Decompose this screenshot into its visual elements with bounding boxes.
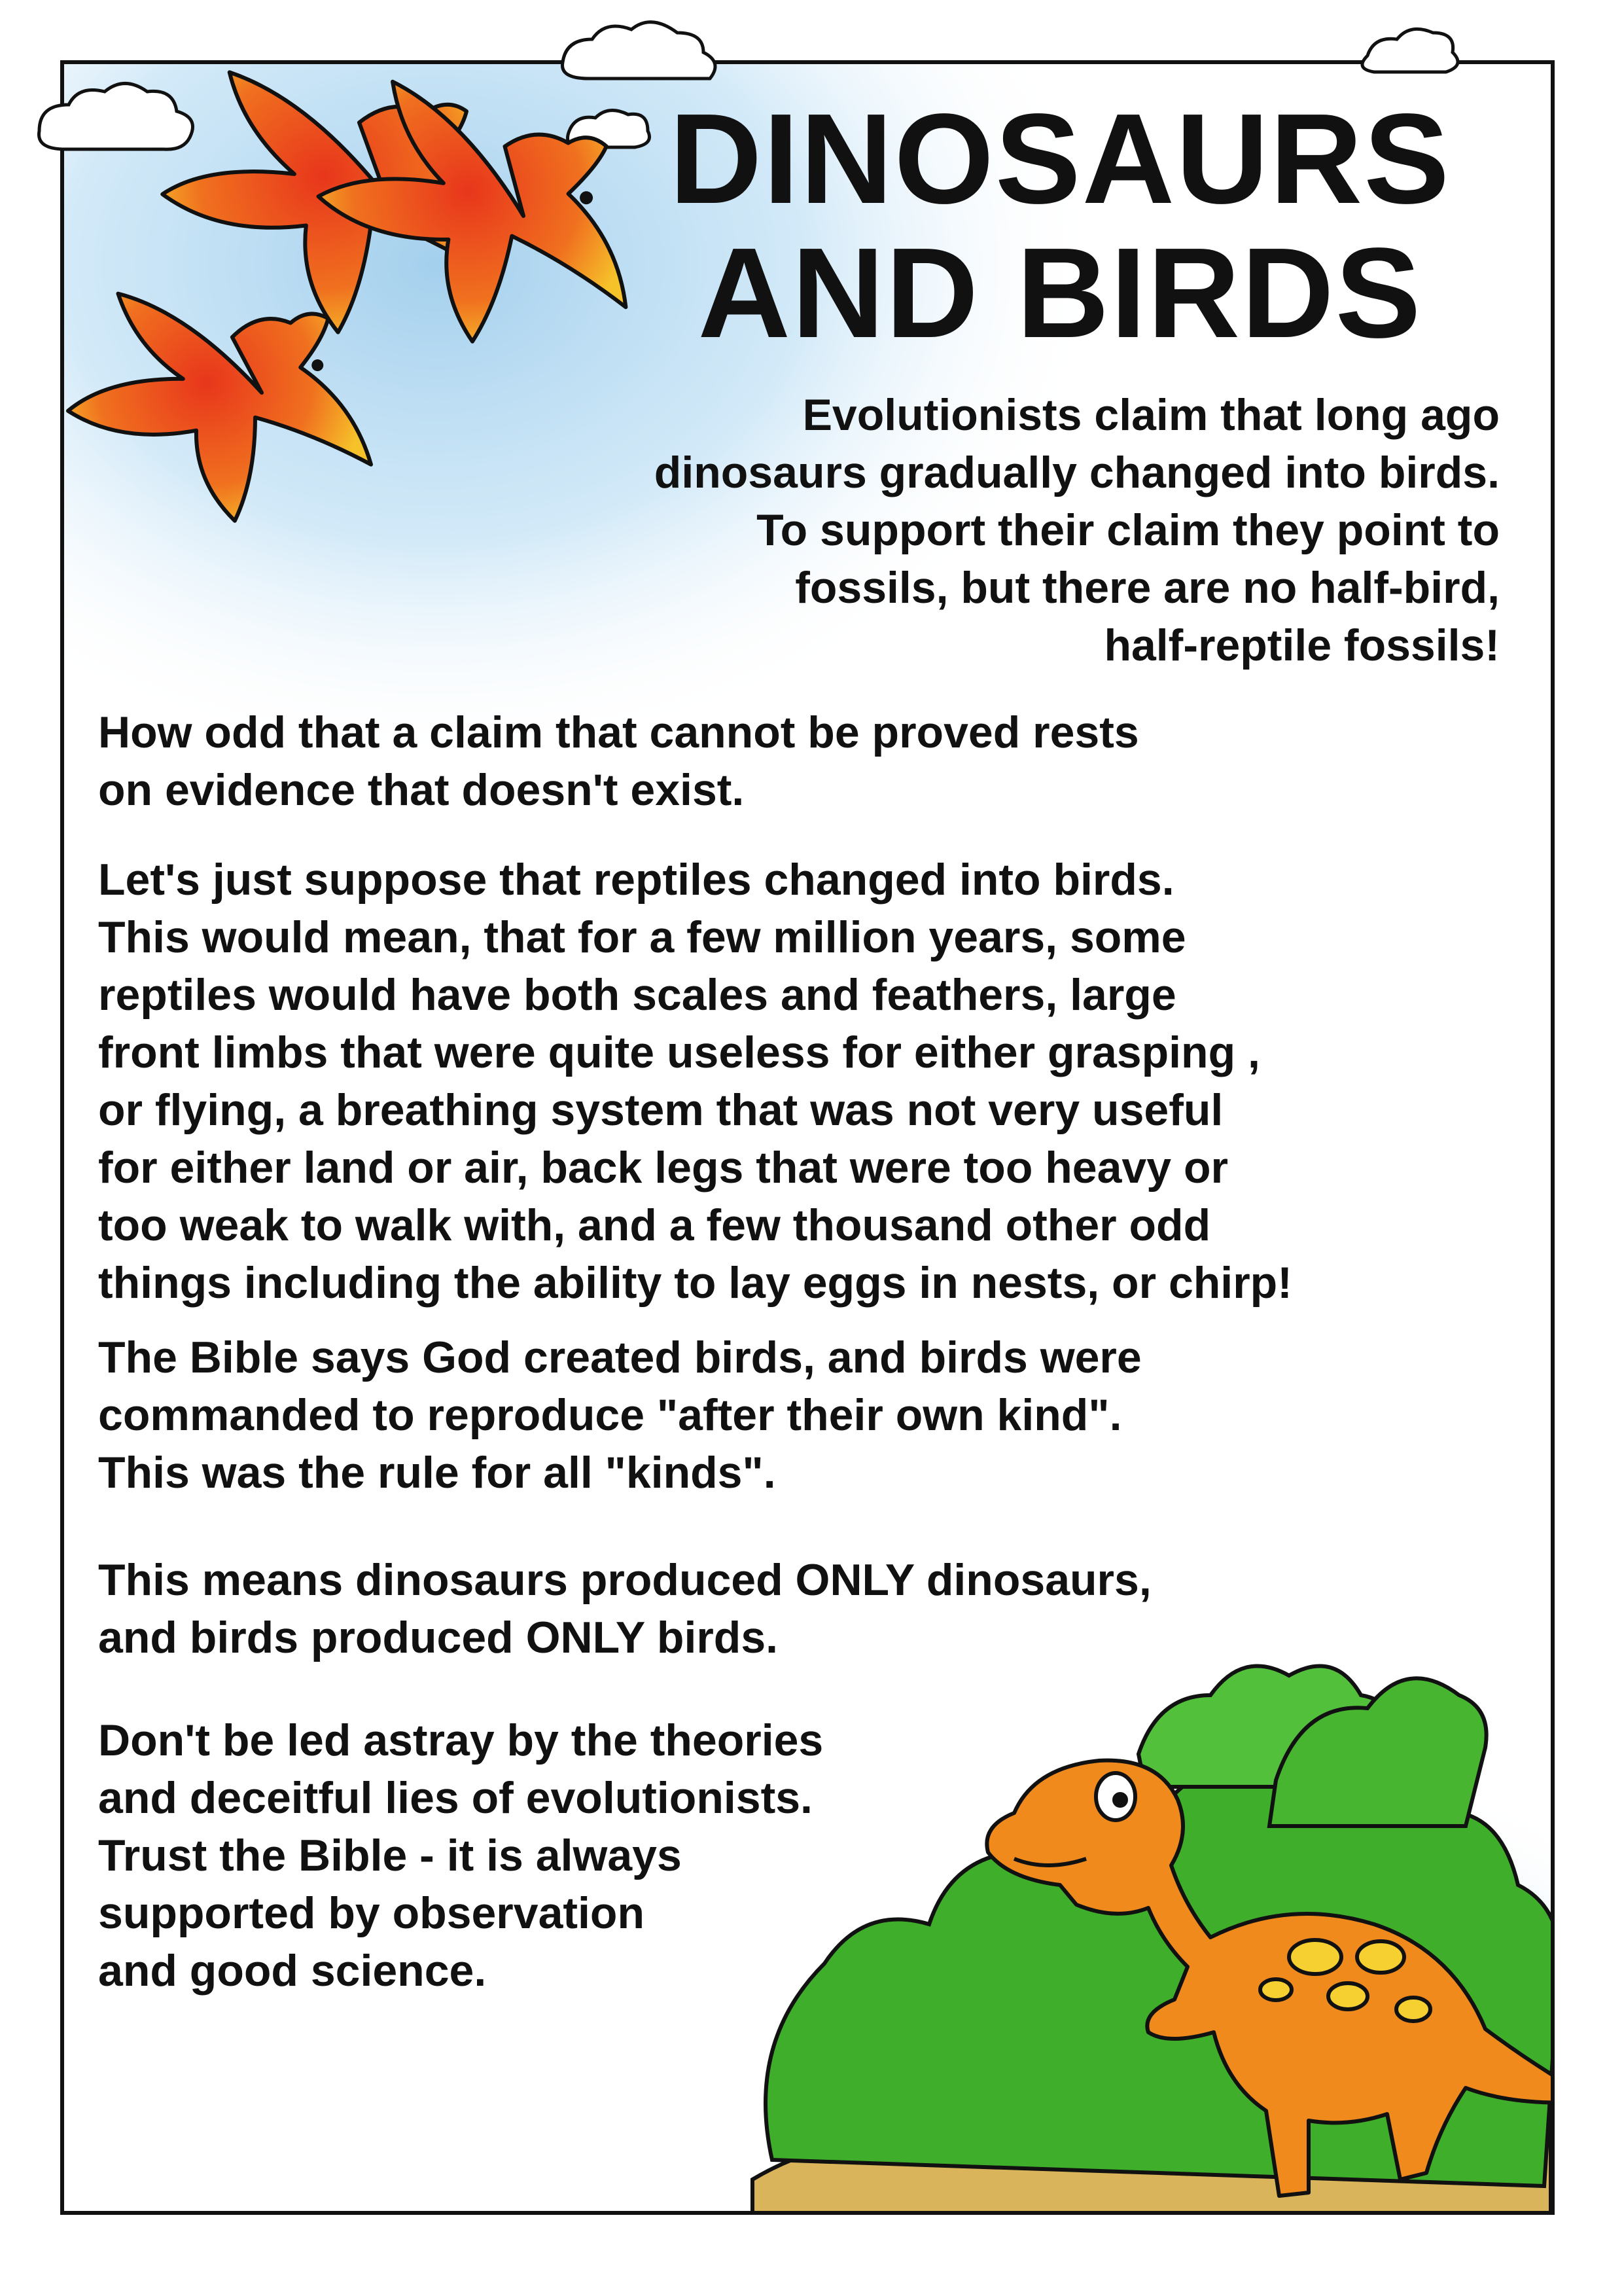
paragraph-line: How odd that a claim that cannot be proved rests: [98, 708, 1139, 757]
paragraph-odd-claim: [98, 704, 1139, 819]
paragraph-line: too weak to walk with, and a few thousand other odd: [98, 1200, 1211, 1250]
page-title: [641, 87, 1479, 365]
paragraph-line: This would mean, that for a few million years, some: [98, 912, 1186, 962]
paragraph-line: This means dinosaurs produced ONLY dinosaurs,: [98, 1555, 1152, 1605]
paragraph-line: Let's just suppose that reptiles changed into birds.: [98, 855, 1174, 905]
title-line-2: AND BIRDS: [697, 221, 1422, 365]
intro-line: fossils, but there are no half-bird,: [795, 563, 1500, 613]
paragraph-line: Don't be led astray by the theories: [98, 1715, 824, 1765]
paragraph-line: This was the rule for all "kinds".: [98, 1448, 776, 1498]
paragraph-line: on evidence that doesn't exist.: [98, 765, 745, 815]
paragraph-line: things including the ability to lay eggs in nests, or chirp!: [98, 1258, 1292, 1308]
paragraph-kinds: [98, 1551, 1152, 1666]
paragraph-line: reptiles would have both scales and feathers, large: [98, 970, 1176, 1020]
paragraph-line: or flying, a breathing system that was not very useful: [98, 1085, 1224, 1135]
paragraph-suppose: [98, 851, 1292, 1312]
dinosaur-scene: [752, 1666, 1597, 2219]
paragraph-trust: [98, 1712, 823, 2000]
intro-line: Evolutionists claim that long ago: [802, 390, 1500, 440]
paragraph-bible: [98, 1329, 1142, 1501]
title-line-1: DINOSAURS: [669, 87, 1451, 230]
paragraph-line: and birds produced ONLY birds.: [98, 1613, 779, 1662]
paragraph-line: commanded to reproduce "after their own kind".: [98, 1390, 1122, 1440]
paragraph-line: and good science.: [98, 1946, 487, 1996]
intro-line: half-reptile fossils!: [1104, 620, 1500, 670]
paragraph-line: supported by observation: [98, 1888, 644, 1938]
paragraph-line: The Bible says God created birds, and birds were: [98, 1333, 1142, 1382]
intro-line: To support their claim they point to: [756, 505, 1500, 555]
intro-paragraph: [654, 386, 1500, 674]
intro-line: dinosaurs gradually changed into birds.: [654, 448, 1500, 497]
paragraph-line: front limbs that were quite useless for either grasping ,: [98, 1028, 1260, 1077]
paragraph-line: Trust the Bible - it is always: [98, 1831, 682, 1880]
paragraph-line: for either land or air, back legs that were too heavy or: [98, 1143, 1228, 1193]
paragraph-line: and deceitful lies of evolutionists.: [98, 1773, 813, 1823]
